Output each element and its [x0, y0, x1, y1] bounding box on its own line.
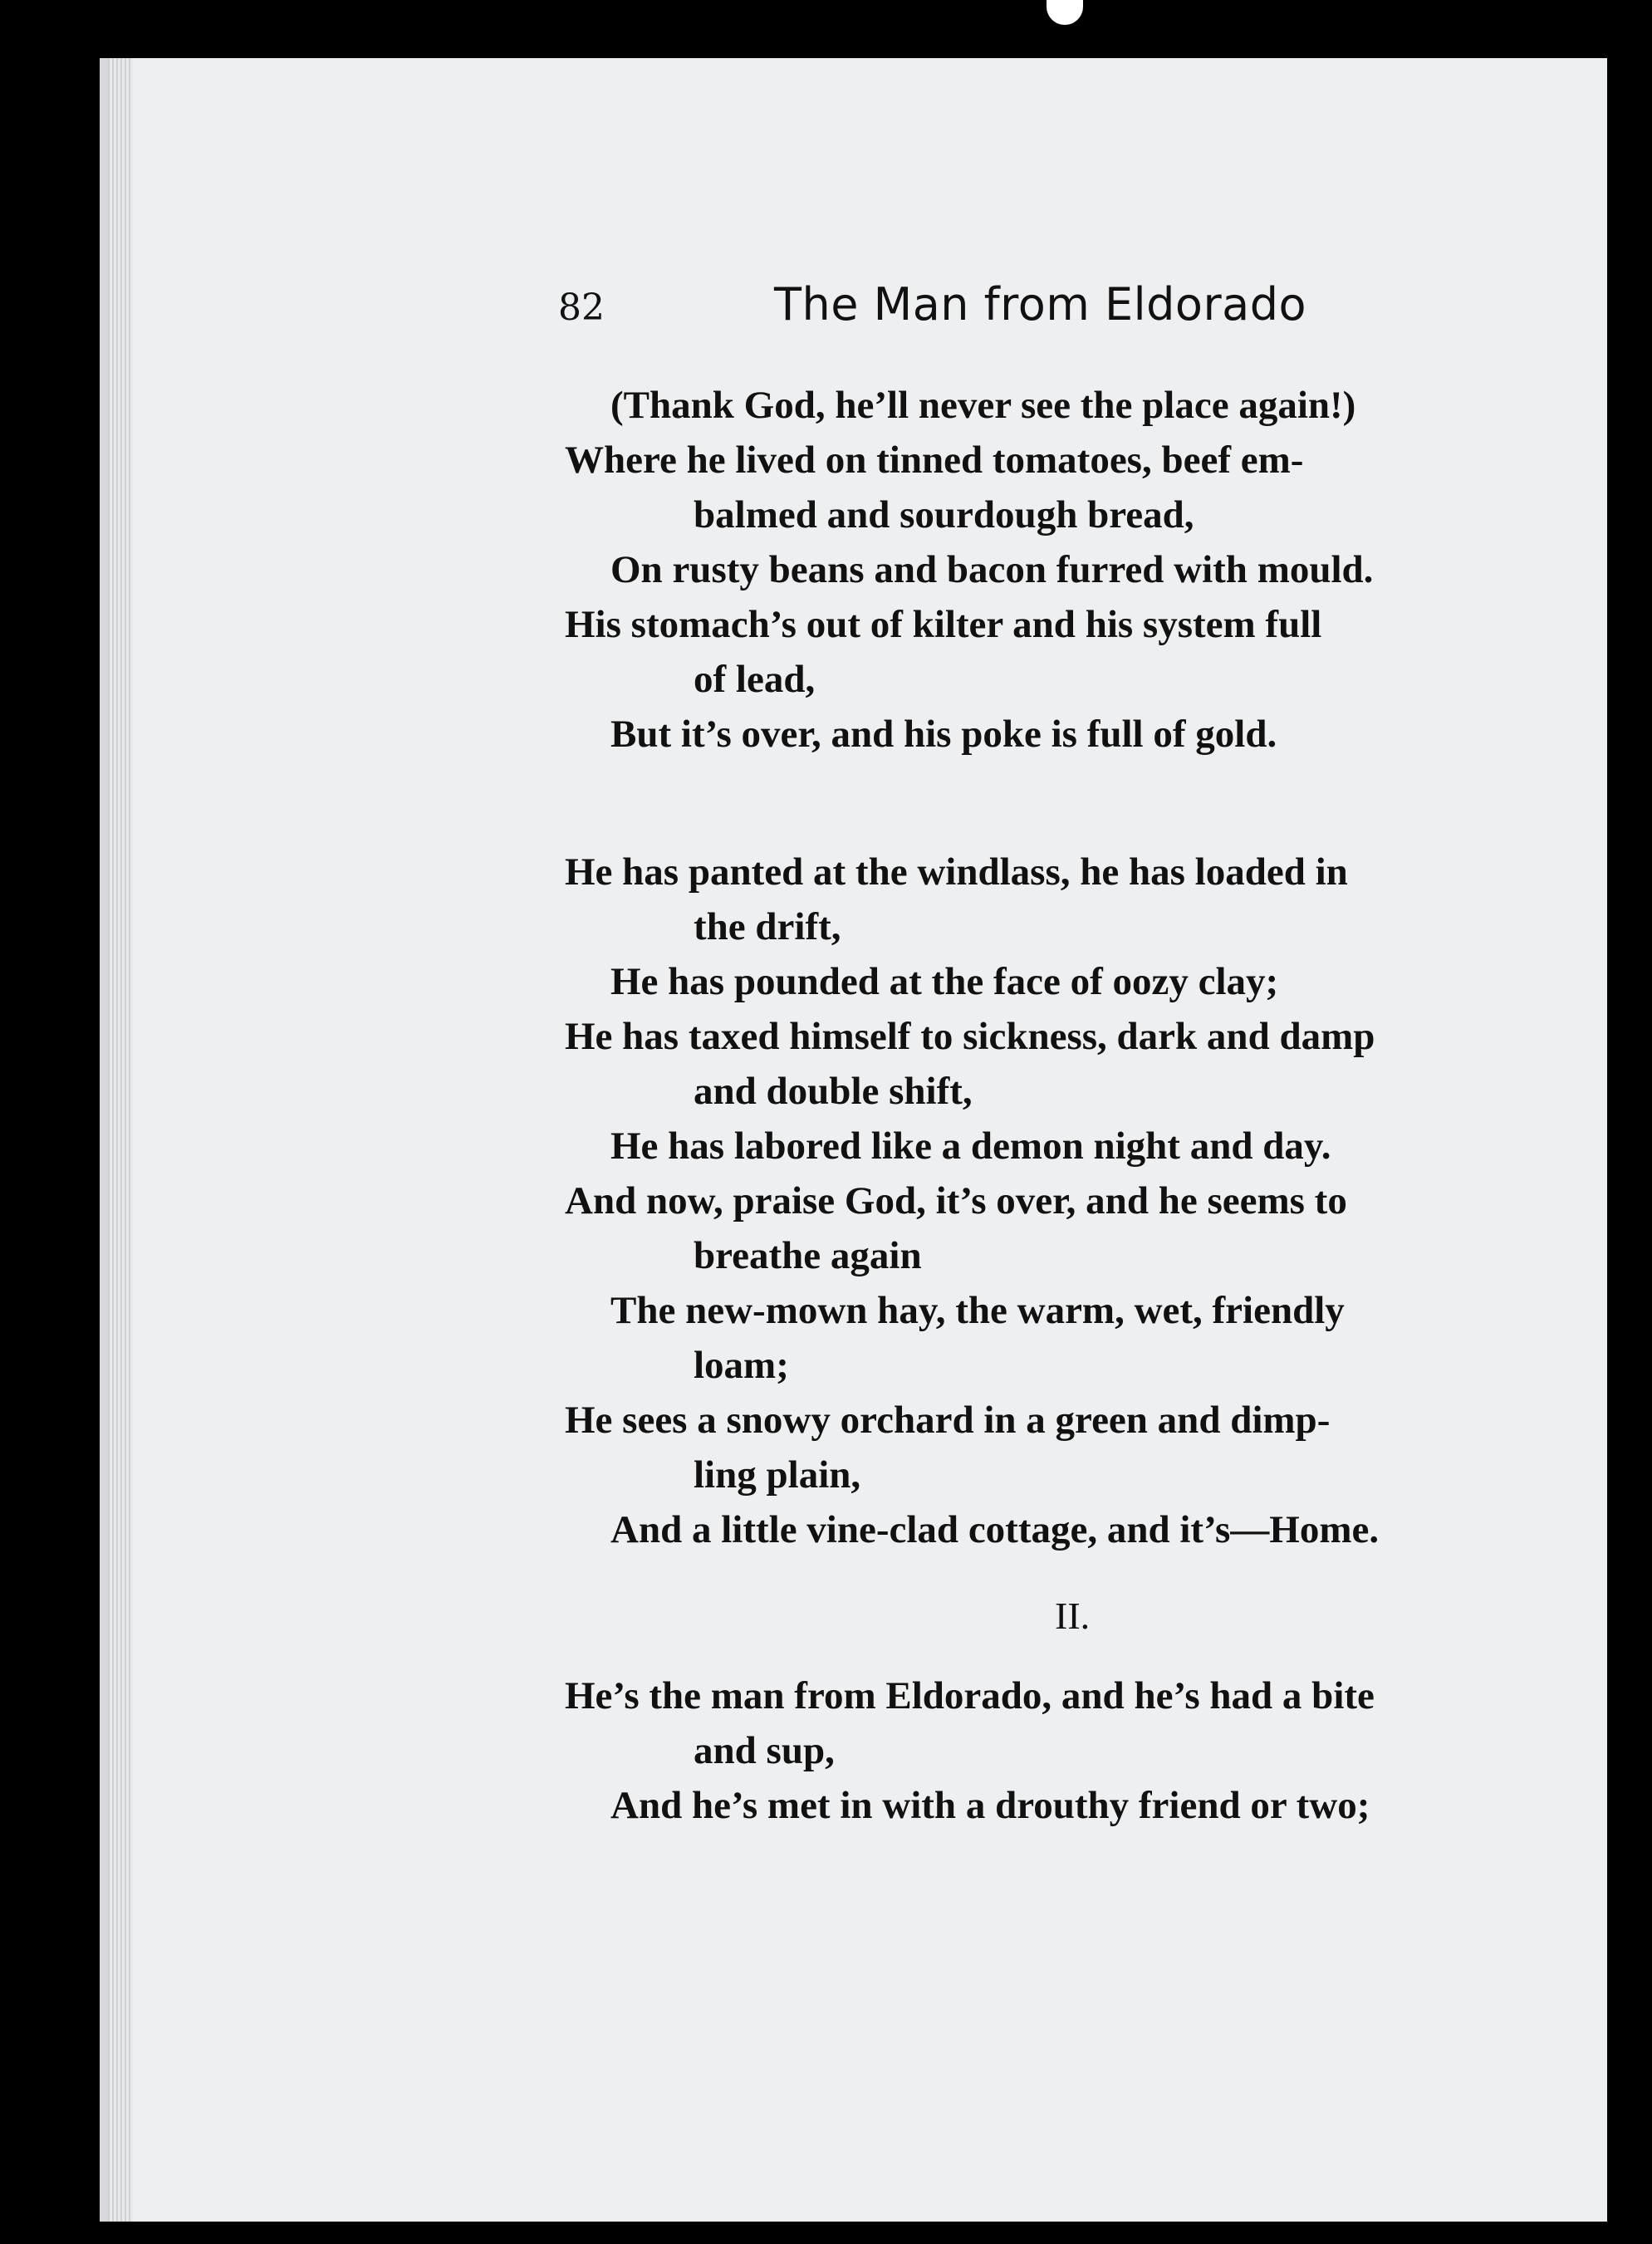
poem-line: breathe again: [694, 1234, 922, 1277]
poem-line: and double shift,: [694, 1070, 973, 1113]
poem-line: And a little vine-clad cottage, and it’s—Home.: [610, 1508, 1380, 1551]
poem-line: The new-mown hay, the warm, wet, friendly: [610, 1289, 1345, 1332]
binding-hole: [1047, 0, 1083, 25]
stanza-1: [565, 378, 1528, 762]
poem-line: balmed and sourdough bread,: [694, 493, 1194, 537]
poem-line: On rusty beans and bacon furred with mould.: [610, 548, 1374, 591]
running-title: The Man from Eldorado: [774, 278, 1307, 331]
poem-line: And now, praise God, it’s over, and he seems to: [565, 1179, 1347, 1222]
stanza-2: [565, 845, 1528, 1557]
poem-line: and sup,: [694, 1729, 835, 1772]
poem-line: Where he lived on tinned tomatoes, beef em-: [565, 439, 1304, 482]
poem-line: of lead,: [694, 658, 816, 701]
stanza-gap: [565, 762, 1528, 845]
page-header: [558, 278, 1389, 345]
section-number: II.: [1055, 1595, 1091, 1637]
poem-body: [565, 378, 1528, 1833]
poem-line: He has labored like a demon night and day.: [610, 1124, 1331, 1168]
poem-line: He has panted at the windlass, he has loaded in: [565, 850, 1348, 894]
poem-line: ling plain,: [694, 1453, 861, 1497]
poem-line: (Thank God, he’ll never see the place again!): [610, 384, 1356, 427]
poem-line: But it’s over, and his poke is full of gold.: [610, 713, 1277, 756]
poem-line: And he’s met in with a drouthy friend or two;: [610, 1784, 1370, 1827]
page-number: 82: [558, 287, 605, 329]
poem-line: He has pounded at the face of oozy clay;: [610, 960, 1279, 1003]
poem-line: He sees a snowy orchard in a green and dimp-: [565, 1399, 1331, 1442]
poem-line: loam;: [694, 1344, 789, 1387]
poem-line: He’s the man from Eldorado, and he’s had a bite: [565, 1674, 1375, 1717]
poem-line: He has taxed himself to sickness, dark and damp: [565, 1015, 1375, 1058]
page-edges: [108, 58, 133, 2222]
poem-line: His stomach’s out of kilter and his system full: [565, 603, 1322, 646]
stanza-3: [565, 1668, 1528, 1833]
poem-line: the drift,: [694, 905, 841, 948]
